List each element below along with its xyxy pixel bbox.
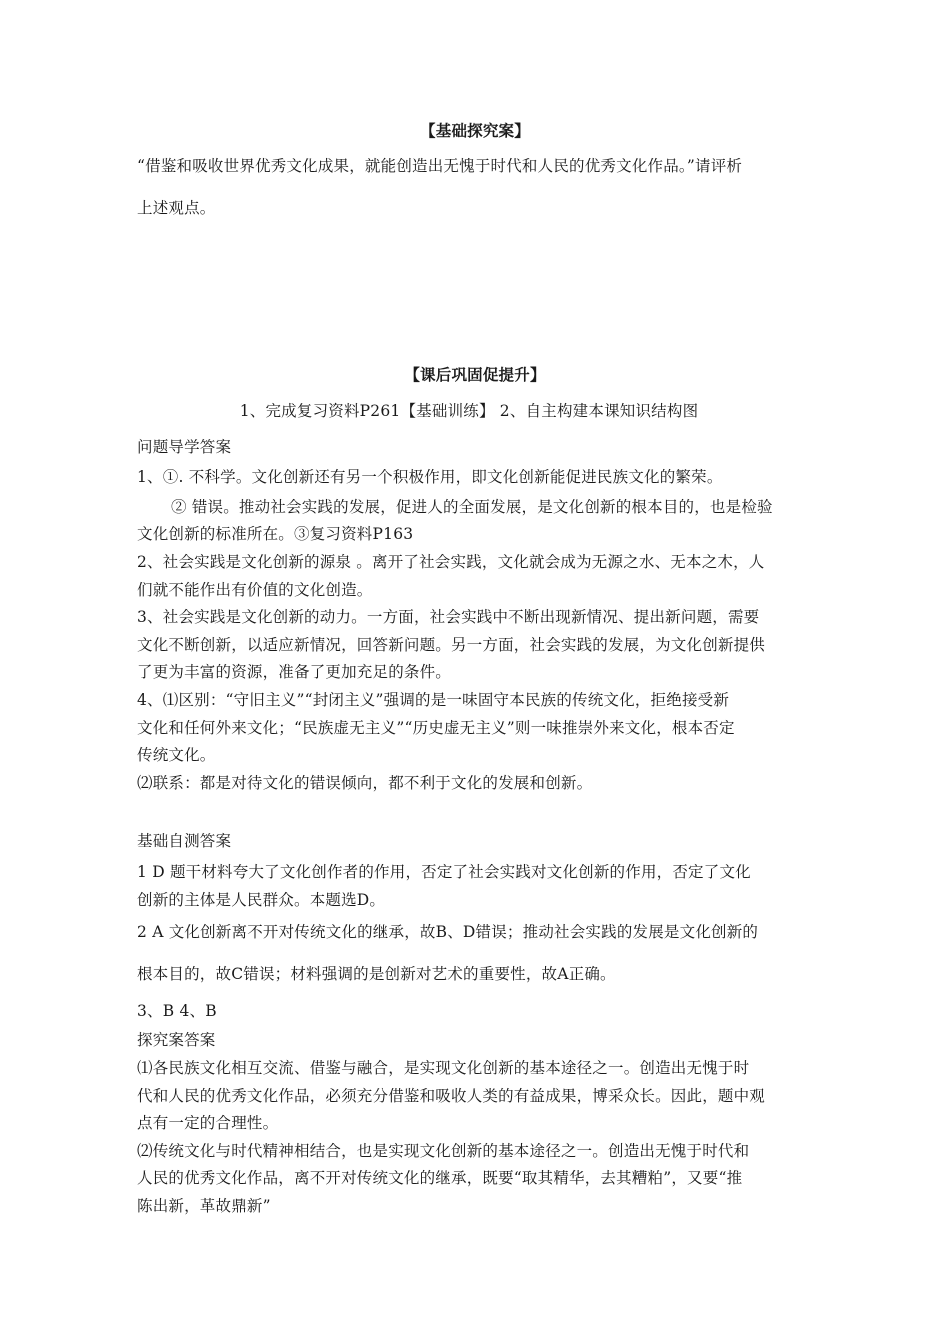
after-class-heading: 【课后巩固促提升】 [404, 365, 546, 384]
self-test-answer-line: 根本目的，故C错误；材料强调的是创新对艺术的重要性，故A正确。 [137, 965, 616, 983]
explore-heading: 【基础探究案】 [420, 121, 530, 140]
self-test-answer-line: 创新的主体是人民群众。本题选D。 [137, 891, 386, 909]
guide-answer-line: 4、⑴区别：“守旧主义”“封闭主义”强调的是一味固守本民族的传统文化，拒绝接受新 [137, 691, 730, 709]
explore-answer-line: 代和人民的优秀文化作品，必须充分借鉴和吸收人类的有益成果，博采众长。因此，题中观 [137, 1087, 766, 1105]
after-class-tasks: 1、完成复习资料P261【基础训练】 2、自主构建本课知识结构图 [239, 402, 699, 420]
explore-answer-line: ⑵传统文化与时代精神相结合，也是实现文化创新的基本途径之一。创造出无愧于时代和 [137, 1142, 750, 1160]
explore-question-line: “借鉴和吸收世界优秀文化成果，就能创造出无愧于时代和人民的优秀文化作品。”请评析 [137, 157, 743, 175]
guide-answer-line: 文化创新的标准所在。③复习资料P163 [137, 525, 414, 543]
guide-answer-line: 了更为丰富的资源，准备了更加充足的条件。 [137, 663, 452, 681]
guide-answer-line: 们就不能作出有价值的文化创造。 [137, 581, 373, 599]
guide-answer-line: 1、①. 不科学。文化创新还有另一个积极作用，即文化创新能促进民族文化的繁荣。 [137, 468, 723, 486]
self-test-answers-title: 基础自测答案 [137, 832, 232, 850]
guide-answer-line: 文化和任何外来文化；“民族虚无主义”“历史虚无主义”则一味推崇外来文化，根本否定 [137, 719, 735, 737]
explore-question-line: 上述观点。 [137, 199, 216, 217]
guide-answers-title: 问题导学答案 [137, 438, 232, 456]
guide-answer-line: ⑵联系：都是对待文化的错误倾向，都不利于文化的发展和创新。 [137, 774, 593, 792]
guide-answer-line: 传统文化。 [137, 746, 216, 764]
explore-answer-line: 点有一定的合理性。 [137, 1114, 279, 1132]
guide-answer-line: 文化不断创新，以适应新情况，回答新问题。另一方面，社会实践的发展，为文化创新提供 [137, 636, 766, 654]
explore-answers-title: 探究案答案 [137, 1031, 216, 1049]
explore-answer-line: ⑴各民族文化相互交流、借鉴与融合，是实现文化创新的基本途径之一。创造出无愧于时 [137, 1059, 750, 1077]
guide-answer-line: 2、社会实践是文化创新的源泉 。离开了社会实践，文化就会成为无源之水、无本之木，人 [137, 553, 765, 571]
self-test-answer-line: 1 D 题干材料夸大了文化创作者的作用，否定了社会实践对文化创新的作用，否定了文化 [137, 863, 751, 881]
self-test-answer-line: 2 A 文化创新离不开对传统文化的继承，故B、D错误；推动社会实践的发展是文化创新的 [137, 923, 759, 941]
explore-answer-line: 人民的优秀文化作品，离不开对传统文化的继承，既要“取其精华，去其糟粕”，又要“推 [137, 1169, 743, 1187]
guide-answer-line: 3、社会实践是文化创新的动力。一方面，社会实践中不断出现新情况、提出新问题，需要 [137, 608, 760, 626]
guide-answer-line: ② 错误。推动社会实践的发展，促进人的全面发展，是文化创新的根本目的，也是检验 [171, 498, 773, 516]
self-test-answer-line: 3、B 4、B [137, 1002, 217, 1020]
explore-answer-line: 陈出新，革故鼎新” [137, 1197, 271, 1215]
